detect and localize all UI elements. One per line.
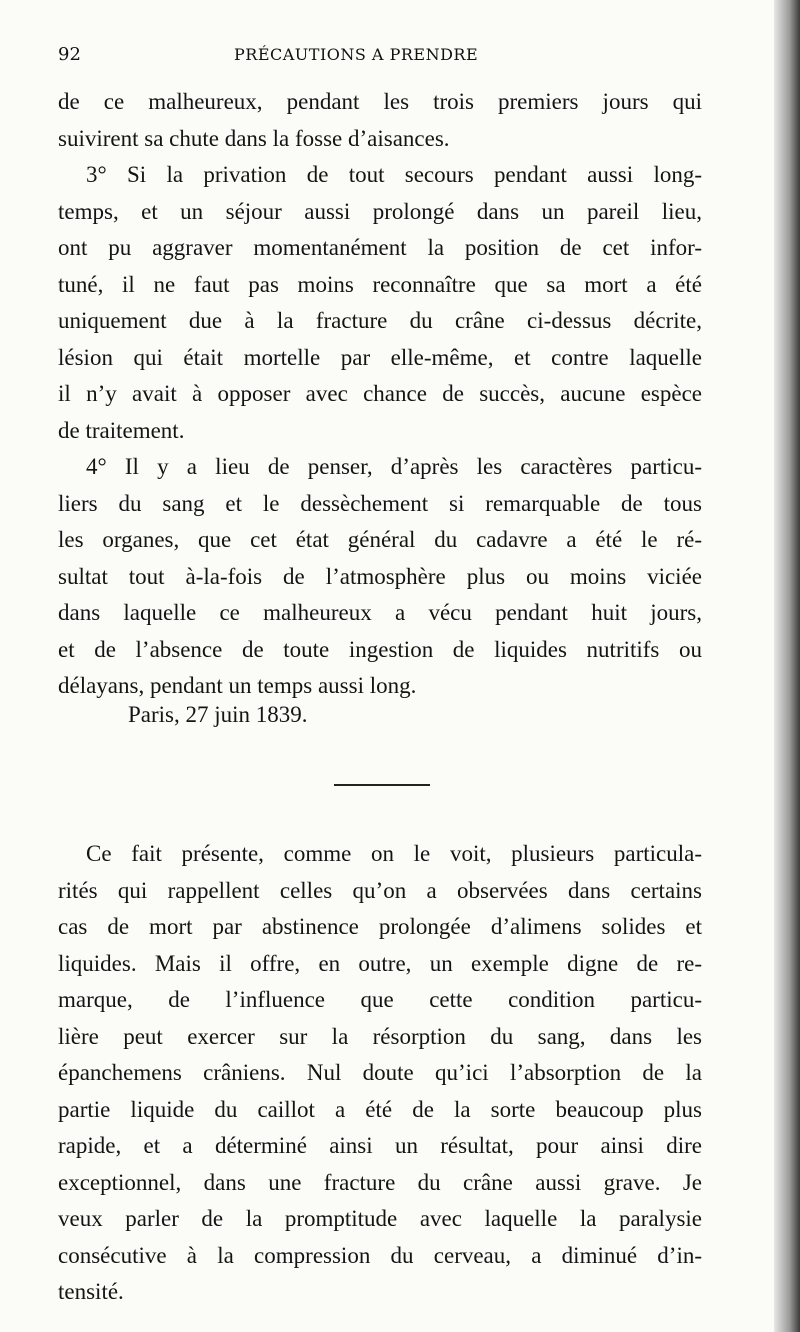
- text-line: exceptionnel, dans une fracture du crâne aussi grave. Je: [58, 1169, 702, 1195]
- text-line: 4° Il y a lieu de penser, d’après les caractères particu-: [86, 454, 702, 479]
- paragraph-block-1: [58, 84, 702, 705]
- text-line: temps, et un séjour aussi prolongé dans un pareil lieu,: [58, 198, 702, 224]
- text-line: délayans, pendant un temps aussi long.: [58, 673, 417, 698]
- page-binding-edge: [774, 0, 800, 1332]
- text-line: rités qui rappellent celles qu’on a observées dans certains: [58, 877, 702, 903]
- text-line: et de l’absence de toute ingestion de liquides nutritifs ou: [58, 636, 702, 662]
- text-line: dans laquelle ce malheureux a vécu pendant huit jours,: [58, 600, 702, 625]
- text-line: liquides. Mais il offre, en outre, un exemple digne de re-: [58, 950, 702, 976]
- text-line: partie liquide du caillot a été de la sorte beaucoup plus: [58, 1096, 702, 1122]
- text-line: tensité.: [58, 1279, 124, 1304]
- text-line: cas de mort par abstinence prolongée d’alimens solides et: [58, 914, 702, 939]
- text-line: de ce malheureux, pendant les trois premiers jours qui: [58, 89, 702, 114]
- paragraph-block-2: [58, 836, 702, 1311]
- text-line: veux parler de la promptitude avec laquelle la paralysie: [58, 1206, 702, 1231]
- section-divider: [334, 784, 430, 786]
- text-line: rapide, et a déterminé ainsi un résultat, pour ainsi dire: [58, 1133, 702, 1158]
- text-line: 3° Si la privation de tout secours pendant aussi long-: [86, 162, 702, 187]
- text-line: lière peut exercer sur la résorption du sang, dans les: [58, 1023, 702, 1049]
- page-number: 92: [58, 44, 81, 65]
- text-line: uniquement due à la fracture du crâne ci-dessus décrite,: [58, 308, 702, 333]
- text-line: épanchemens crâniens. Nul doute qu’ici l’absorption de la: [58, 1060, 702, 1085]
- text-line: Ce fait présente, comme on le voit, plusieurs particula-: [86, 841, 702, 866]
- text-line: marque, de l’influence que cette condition particu-: [58, 987, 702, 1012]
- text-line: lésion qui était mortelle par elle-même, et contre laquelle: [58, 344, 702, 370]
- dateline: Paris, 27 juin 1839.: [128, 702, 308, 727]
- page-header: [58, 44, 528, 74]
- text-line: suivirent sa chute dans la fosse d’aisances.: [58, 125, 450, 151]
- text-line: de traitement.: [58, 417, 185, 443]
- text-line: sultat tout à-la-fois de l’atmosphère plus ou moins viciée: [58, 563, 702, 589]
- text-line: liers du sang et le dessèchement si remarquable de tous: [58, 490, 702, 516]
- text-line: tuné, il ne faut pas moins reconnaître que sa mort a été: [58, 271, 702, 297]
- text-line: les organes, que cet état général du cadavre a été le ré-: [58, 527, 702, 552]
- running-head: PRÉCAUTIONS A PRENDRE: [234, 45, 479, 64]
- text-line: ont pu aggraver momentanément la position de cet infor-: [58, 235, 702, 260]
- text-line: consécutive à la compression du cerveau, a diminué d’in-: [58, 1242, 702, 1268]
- text-line: il n’y avait à opposer avec chance de succès, aucune espèce: [58, 381, 702, 406]
